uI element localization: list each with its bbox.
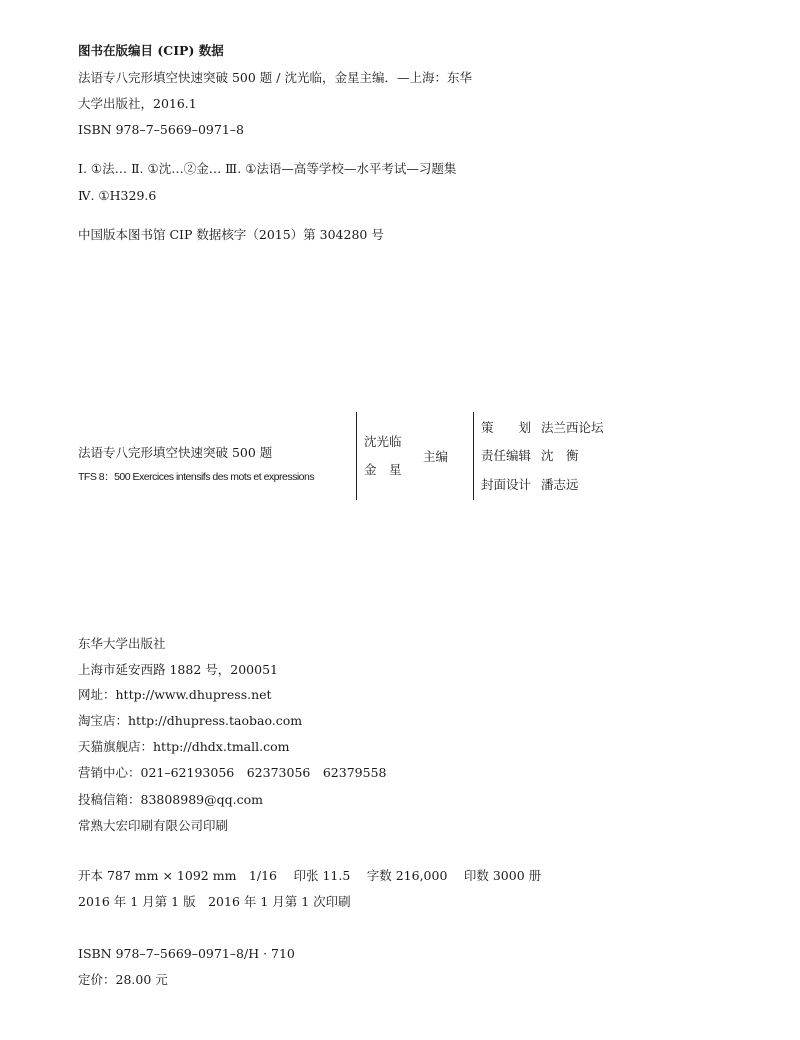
footer-isbn: ISBN 978–7–5669–0971–8/H · 710 bbox=[78, 946, 295, 961]
credit-role: 封面设计 bbox=[481, 477, 532, 492]
credit-name: 沈 衡 bbox=[541, 448, 579, 463]
cip-isbn: ISBN 978–7–5669–0971–8 bbox=[78, 122, 244, 137]
credit-planning bbox=[481, 418, 604, 436]
book-subtitle: TFS 8：500 Exercices intensifs des mots et expressions bbox=[78, 471, 315, 483]
credit-editor bbox=[481, 446, 579, 464]
publisher-submission: 投稿信箱：83808989@qq.com bbox=[78, 792, 263, 807]
cip-entry-line1: 法语专八完形填空快速突破 500 题 / 沈光临，金星主编．—上海：东华 bbox=[78, 70, 472, 85]
credit-name: 潘志远 bbox=[541, 477, 579, 492]
cip-subjects-line2: Ⅳ. ①H329.6 bbox=[78, 188, 157, 203]
cip-title: 图书在版编目 (CIP) 数据 bbox=[78, 43, 224, 58]
publisher-printer: 常熟大宏印刷有限公司印刷 bbox=[78, 818, 229, 833]
specs-edition: 2016 年 1 月第 1 版 2016 年 1 月第 1 次印刷 bbox=[78, 894, 351, 909]
credit-role: 策 划 bbox=[481, 420, 532, 435]
divider-left bbox=[356, 412, 357, 500]
publisher-taobao: 淘宝店：http://dhupress.taobao.com bbox=[78, 713, 303, 728]
book-title: 法语专八完形填空快速突破 500 题 bbox=[78, 445, 273, 460]
publisher-website: 网址：http://www.dhupress.net bbox=[78, 687, 272, 702]
author-role: 主编 bbox=[423, 449, 449, 464]
publisher-tmall: 天猫旗舰店：http://dhdx.tmall.com bbox=[78, 739, 290, 754]
cip-entry-line2: 大学出版社，2016.1 bbox=[78, 96, 197, 111]
credit-cover-design bbox=[481, 475, 579, 493]
publisher-marketing: 营销中心：021–62193056 62373056 62379558 bbox=[78, 765, 387, 780]
publisher-address: 上海市延安西路 1882 号，200051 bbox=[78, 662, 278, 677]
author-name-2: 金 星 bbox=[364, 462, 402, 477]
divider-right bbox=[473, 412, 474, 500]
credit-name: 法兰西论坛 bbox=[541, 420, 604, 435]
specs-format: 开本 787 mm × 1092 mm 1/16 印张 11.5 字数 216,000 印数 3000 册 bbox=[78, 868, 542, 883]
cip-subjects-line1: Ⅰ. ①法… Ⅱ. ①沈…②金… Ⅲ. ①法语—高等学校—水平考试—习题集 bbox=[78, 161, 457, 176]
cip-core-number: 中国版本图书馆 CIP 数据核字（2015）第 304280 号 bbox=[78, 227, 384, 242]
credit-role: 责任编辑 bbox=[481, 448, 532, 463]
footer-price: 定价：28.00 元 bbox=[78, 972, 168, 987]
publisher-name: 东华大学出版社 bbox=[78, 636, 166, 651]
author-name-1: 沈光临 bbox=[364, 434, 402, 449]
